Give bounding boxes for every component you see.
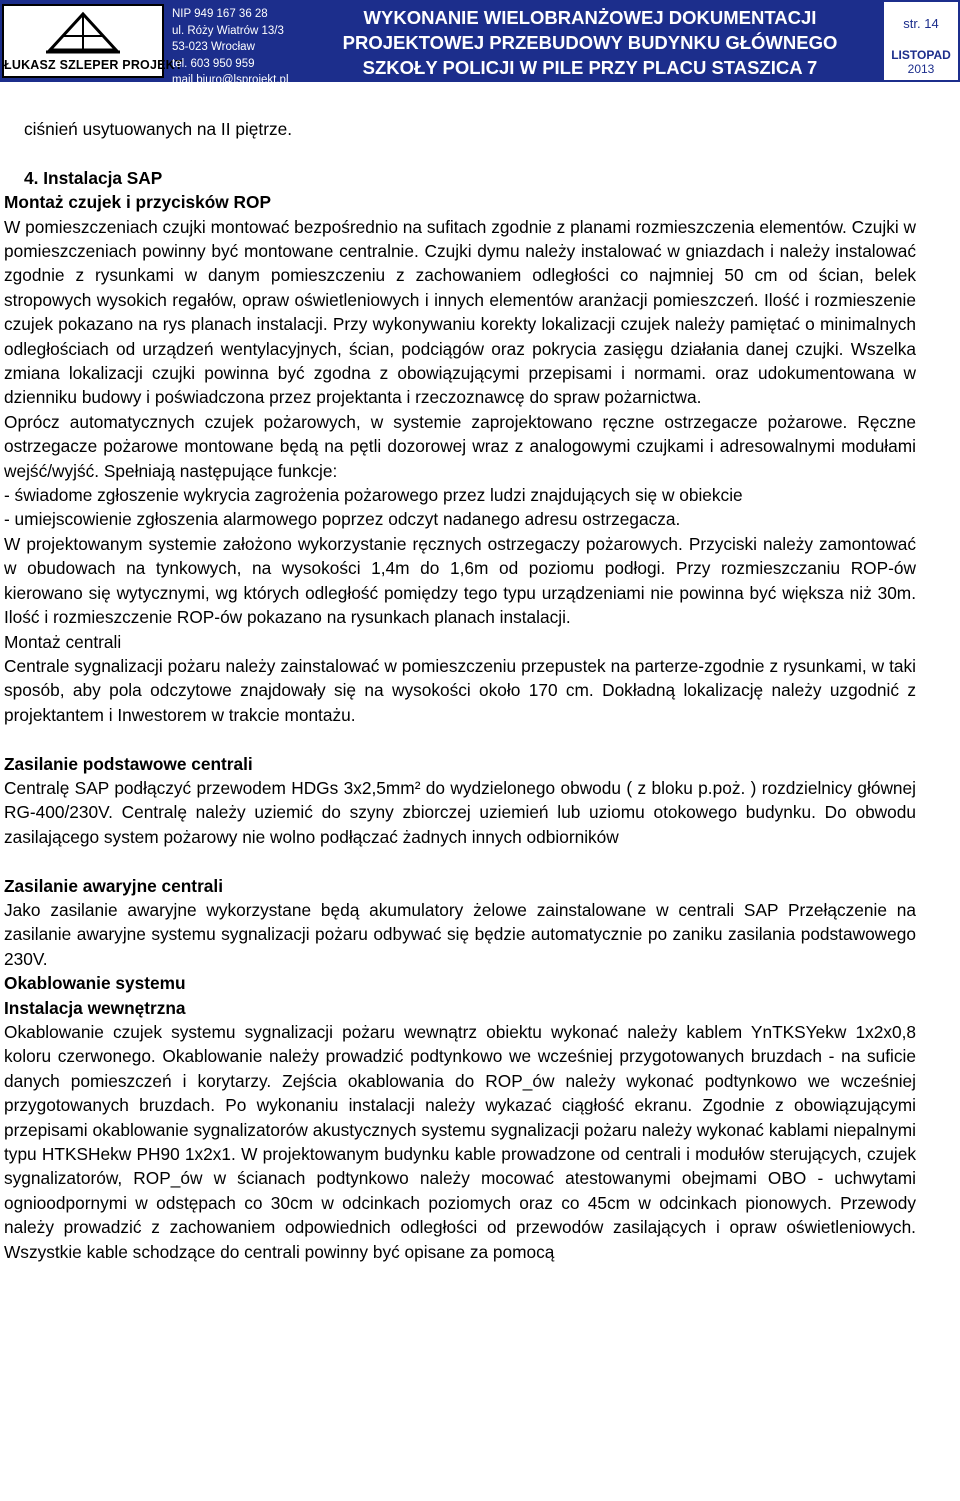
spacer [4, 141, 916, 165]
paragraph-okablowanie: Okablowanie czujek systemu sygnalizacji pożaru wewnątrz obiektu wykonać należy kablem YnTKSYekw 1x2x0,8 koloru czerwonego. Okablowanie należy prowadzić podtynkowo we wcześniej przygotowanych bruzdach - na suficie danych pomieszczeń i korytarzy. Zejścia okablowania do ROP_ów należy wykonać podtynkowo we wcześniej przygotowanych bruzdach. Po wykonaniu instalacji należy wykazać ciągłość ekranu. Zgodnie z obowiązującymi przepisami okablowanie sygnalizatorów akustycznych systemu sygnalizacji pożaru należy wykonać kablami niepalnymi typu HTKSHekw PH90 1x2x1. W projektowanym budynku kable prowadzone od centrali i modułów sterujących, czujek sygnalizatorów, ROP_ów w ścianach podtynkowo należy mocować atestowanymi obejmami OBO - uchwytami ognioodpornymi w odstępach co 30cm w odcinkach poziomych oraz co 45cm w odcinkach pionowych. Przewody należy prowadzić z zachowaniem odpowiednich odległości od przewodów zasilających i opraw oświetleniowych. Wszystkie kable schodzące do centrali powinny być opisane za pomocą [4, 1021, 916, 1262]
subheading-montaz-czujek: Montaż czujek i przycisków ROP [4, 192, 271, 213]
page-meta-box [882, 0, 960, 82]
spacer [4, 727, 916, 751]
title-line-2: PROJEKTOWEJ PRZEBUDOWY BUDYNKU GŁÓWNEGO [342, 32, 838, 53]
contact-street: ul. Róży Wiatrów 13/3 [172, 24, 284, 37]
contact-nip: NIP 949 167 36 28 [172, 8, 268, 20]
title-line-1: WYKONANIE WIELOBRANŻOWEJ DOKUMENTACJI [363, 7, 817, 28]
subheading-zasilanie-awaryjne: Zasilanie awaryjne centrali [4, 875, 224, 896]
logo-text: ŁUKASZ SZLEPER PROJEKT [4, 58, 183, 72]
paragraph-continuation: ciśnień usytuowanych na II piętrze. [24, 119, 293, 139]
document-title [300, 5, 880, 80]
list-item-function-1: - świadome zgłoszenie wykrycia zagrożenia pożarowego przez ludzi znajdujących się w obiekcie [4, 485, 743, 506]
company-contact [172, 6, 302, 89]
logo-emblem-icon [42, 10, 124, 54]
page-number: str. 14 [903, 16, 939, 31]
title-line-3: SZKOŁY POLICJI W PILE PRZY PLACU STASZICA 7 [362, 57, 818, 78]
document-month: LISTOPAD [891, 48, 951, 62]
list-item-function-2: - umiejscowienie zgłoszenia alarmowego poprzez odczyt nadanego adresu ostrzegacza. [4, 509, 681, 530]
document-header [0, 0, 960, 86]
subheading-okablowanie: Okablowanie systemu [4, 973, 186, 994]
paragraph-rop: W projektowanym systemie założono wykorzystanie ręcznych ostrzegaczy pożarowych. Przyciski należy zamontować w obudowach na tynkowych, na wysokości 1,4m do 1,6m od poziomu podłogi. Przy rozmieszczaniu ROP-ów kierowano się wytycznymi, wg których odległość pomiędzy tego typu urządzeniami nie powinna być większa niż 30m. Ilość i rozmieszczenie ROP-ów pokazano na rysunkach planach instalacji. [4, 533, 916, 628]
contact-email: mail biuro@lsprojekt.pl [172, 74, 289, 86]
paragraph-centrala: Centrale sygnalizacji pożaru należy zainstalować w pomieszczeniu przepustek na parterze-zgodnie z rysunkami, w taki sposób, aby pola odczytowe znajdowały się na wysokości około 170 cm. Dokładną lokalizację należy uzgodnić z projektantem i Inwestorem w trakcie montażu. [4, 655, 916, 725]
paragraph-czujki: W pomieszczeniach czujki montować bezpośrednio na sufitach zgodnie z planami rozmieszczenia elementów. Czujki w pomieszczeniach powinny być montowane centralnie. Czujki dymu należy instalować w gniazdach i należy instalować zgodnie z rysunkami w danym pomieszczeniu z zachowaniem odległości co najmniej 50 cm od ścian, belek stropowych wysokich regałów, opraw oświetleniowych i innych elementów aranżacji pomieszczeń. Ilość i rozmieszenie czujek pokazano na rys planach instalacji. Przy wykonywaniu korekty lokalizacji czujek należy pamiętać o minimalnych odległościach od urządzeń wentylacyjnych, ścian, podciągów oraz pokrycia zasięgu działania danej czujki. Wszelka zmiana lokalizacji czujki powinna być zgodna z obowiązującymi przepisami i normami. oraz udokumentowana w dzienniku budowy i poświadczona przez projektanta i rzeczoznawcę do spraw pożarnictwa. [4, 216, 916, 408]
subheading-instalacja-wewnetrzna: Instalacja wewnętrzna [4, 997, 186, 1018]
subheading-zasilanie-podstawowe: Zasilanie podstawowe centrali [4, 753, 253, 774]
contact-phone: tel. 603 950 959 [172, 57, 255, 70]
section-heading-sap: 4. Instalacja SAP [24, 167, 163, 188]
paragraph-zasilanie-podstawowe: Centralę SAP podłączyć przewodem HDGs 3x2,5mm² do wydzielonego obwodu ( z bloku p.poż. ) rozdzielnicy głównej RG-400/230V. Centralę należy uziemić do szyny zbiorczej uziemień lub uziomu otokowego budynku. Do obwodu zasilającego system pożarowy nie wolno podłączać żadnych innych odbiorników [4, 777, 916, 847]
paragraph-zasilanie-awaryjne: Jako zasilanie awaryjne wykorzystane będą akumulatory żelowe zainstalowane w centrali SAP Przełączenie na zasilanie awaryjne systemu sygnalizacji pożaru odbywać się będzie automatycznie po zaniku zasilania podstawowego 230V. [4, 899, 916, 969]
subheading-montaz-centrali: Montaż centrali [4, 631, 122, 652]
company-logo [2, 4, 183, 78]
document-year: 2013 [907, 62, 935, 76]
contact-city: 53-023 Wrocław [172, 41, 255, 53]
paragraph-ostrzegacze: Oprócz automatycznych czujek pożarowych, w systemie zaprojektowano ręczne ostrzegacze pożarowe. Ręczne ostrzegacze pożarowe montowane będą na pętli dozorowej wraz z analogowymi czujkami i adresowalnymi modułami wejść/wyjść. Spełniają następujące funkcje: [4, 411, 916, 481]
document-body [4, 117, 916, 1264]
spacer [4, 849, 916, 873]
